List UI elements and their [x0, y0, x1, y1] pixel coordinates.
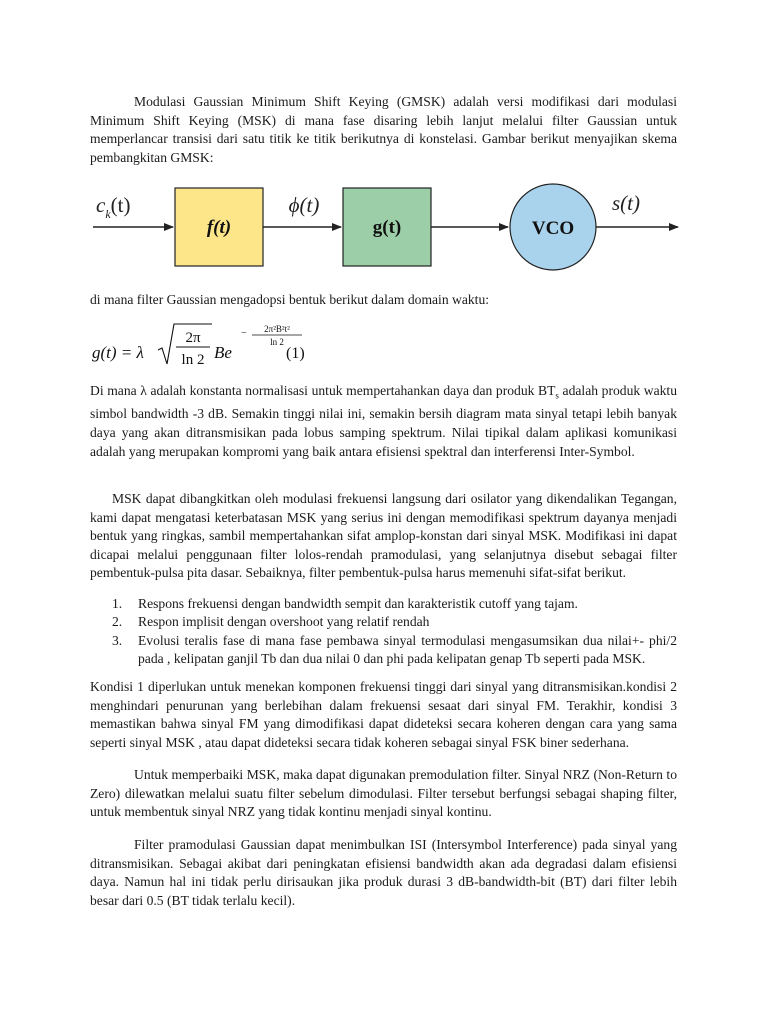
msk-paragraph: MSK dapat dibangkitkan oleh modulasi frekuensi langsung dari osilator yang dikendalikan Tegangan, kami dapat mengatasi keterbatasan MSK yang serius ini dengan memodifikasi spektrum dayanya menjadi bentuk yang ringkas, sambil mempertahankan sifat amplop-konstan dari sinyal MSK. Modifikasi ini dapat dicapai melalui penggunaan filter lolos-rendah pramodulasi, yang selanjutnya disebut sebagai filter pembentuk-pulsa pita dasar. Sebaiknya, filter pembentuk-pulsa harus memenuhi sifat-sifat berikut. — [90, 491, 677, 581]
lambda-paragraph — [90, 382, 677, 461]
lambda-subscript: s — [555, 390, 559, 401]
list-number: 3. — [112, 632, 123, 648]
list-text: Evolusi teralis fase di mana fase pembawa sinyal termodulasi mengasumsikan dua nilai+- phi/2 pada , kelipatan ganjil Tb dan dua nilai 0 dan phi pada kelipatan genap Tb seperti pada MSK. — [138, 632, 677, 667]
exponent-minus: − — [241, 328, 247, 339]
list-item — [112, 595, 677, 613]
formula-mid: Be — [214, 343, 232, 362]
block-f-label: f(t) — [206, 217, 232, 238]
input-signal-label: $c_k(t)$ — [96, 193, 131, 221]
lambda-text-a: Di mana λ adalah konstanta normalisasi untuk mempertahankan daya dan produk BT — [90, 383, 556, 398]
vco-label: VCO — [531, 218, 575, 239]
filter-properties-list — [112, 595, 677, 669]
formula-svg — [90, 320, 410, 372]
list-text: Respon implisit dengan overshoot yang relatif rendah — [138, 614, 430, 630]
list-number: 1. — [112, 596, 123, 611]
kondisi-paragraph: Kondisi 1 diperlukan untuk menekan komponen frekuensi tinggi dari sinyal yang ditransmisikan.kondisi 2 menghindari penurunan yang berlebihan dalam frekuensi sesaat dari sinyal FM. Terakhir, kondisi 3 memastikan bahwa sinyal FM yang dimodifikasi dapat dideteksi secara koheren dengan cara yang sama seperti sinyal MSK , atau dapat dideteksi secara tidak koheren sebagai sinyal FSK biner sederhana. — [90, 679, 677, 750]
output-signal-label: s(t) — [612, 191, 640, 215]
isi-paragraph: Filter pramodulasi Gaussian dapat menimbulkan ISI (Intersymbol Interference) pada sinyal yang ditransmisikan. Sebagai akibat dari peningkatan efisiensi bandwidth akan ada degradasi dalam efisiensi daya. Namun hal ini tidak perlu dirisaukan jika produk durasi 3 dB-bandwidth-bit (BT) dari filter lebih besar dari 0.5 (BT tidak terlalu kecil). — [90, 837, 677, 908]
phi-signal-label: ϕ(t) — [288, 193, 320, 217]
sqrt-numerator: 2π — [185, 330, 201, 346]
formula-lhs: g(t) = λ — [92, 343, 144, 362]
exponent-numerator: 2π²B²t² — [264, 324, 290, 334]
intro-paragraph: Modulasi Gaussian Minimum Shift Keying (GMSK) adalah versi modifikasi dari modulasi Minimum Shift Keying (MSK) di mana fase disaring lebih lanjut melalui filter Gaussian untuk memperlancar transisi dari satu titik ke titik berikutnya di konstelasi. Gambar berikut menyajikan skema pembangkitan GMSK: — [90, 94, 677, 165]
nrz-paragraph: Untuk memperbaiki MSK, maka dapat digunakan premodulation filter. Sinyal NRZ (Non-Return to Zero) dilewatkan melalui suatu filter sebelum dimodulasi. Filter tersebut berfungsi sebagai shaping filter, untuk membentuk sinyal NRZ yang tidak kontinu menjadi sinyal kontinu. — [90, 767, 677, 820]
sqrt-denominator: ln 2 — [181, 352, 205, 368]
list-number: 2. — [112, 614, 123, 630]
equation-number: (1) — [286, 345, 305, 362]
block-g-label: g(t) — [372, 217, 402, 238]
filter-intro-text: di mana filter Gaussian mengadopsi bentuk berikut dalam domain waktu: — [90, 292, 490, 307]
list-item — [112, 613, 677, 631]
gmsk-block-diagram — [88, 182, 688, 274]
lambda-text-b: adalah produk waktu simbol bandwidth -3 dB. Semakin tinggi nilai ini, semakin bersih diagram mata sinyal tetapi lebih banyak daya yang akan ditransmisikan pada lobus samping spektrum. Nilai tipikal dalam aplikasi komunikasi adalah yang merupakan kompromi yang baik antara efisiensi spektral dan interferensi Inter-Symbol. — [90, 383, 677, 459]
gaussian-formula — [90, 320, 410, 372]
exponent-denominator: ln 2 — [270, 337, 284, 347]
gmsk-diagram-svg — [88, 182, 688, 274]
list-item — [112, 632, 677, 669]
list-text: Respons frekuensi dengan bandwidth sempit dan karakteristik cutoff yang tajam. — [138, 596, 578, 611]
